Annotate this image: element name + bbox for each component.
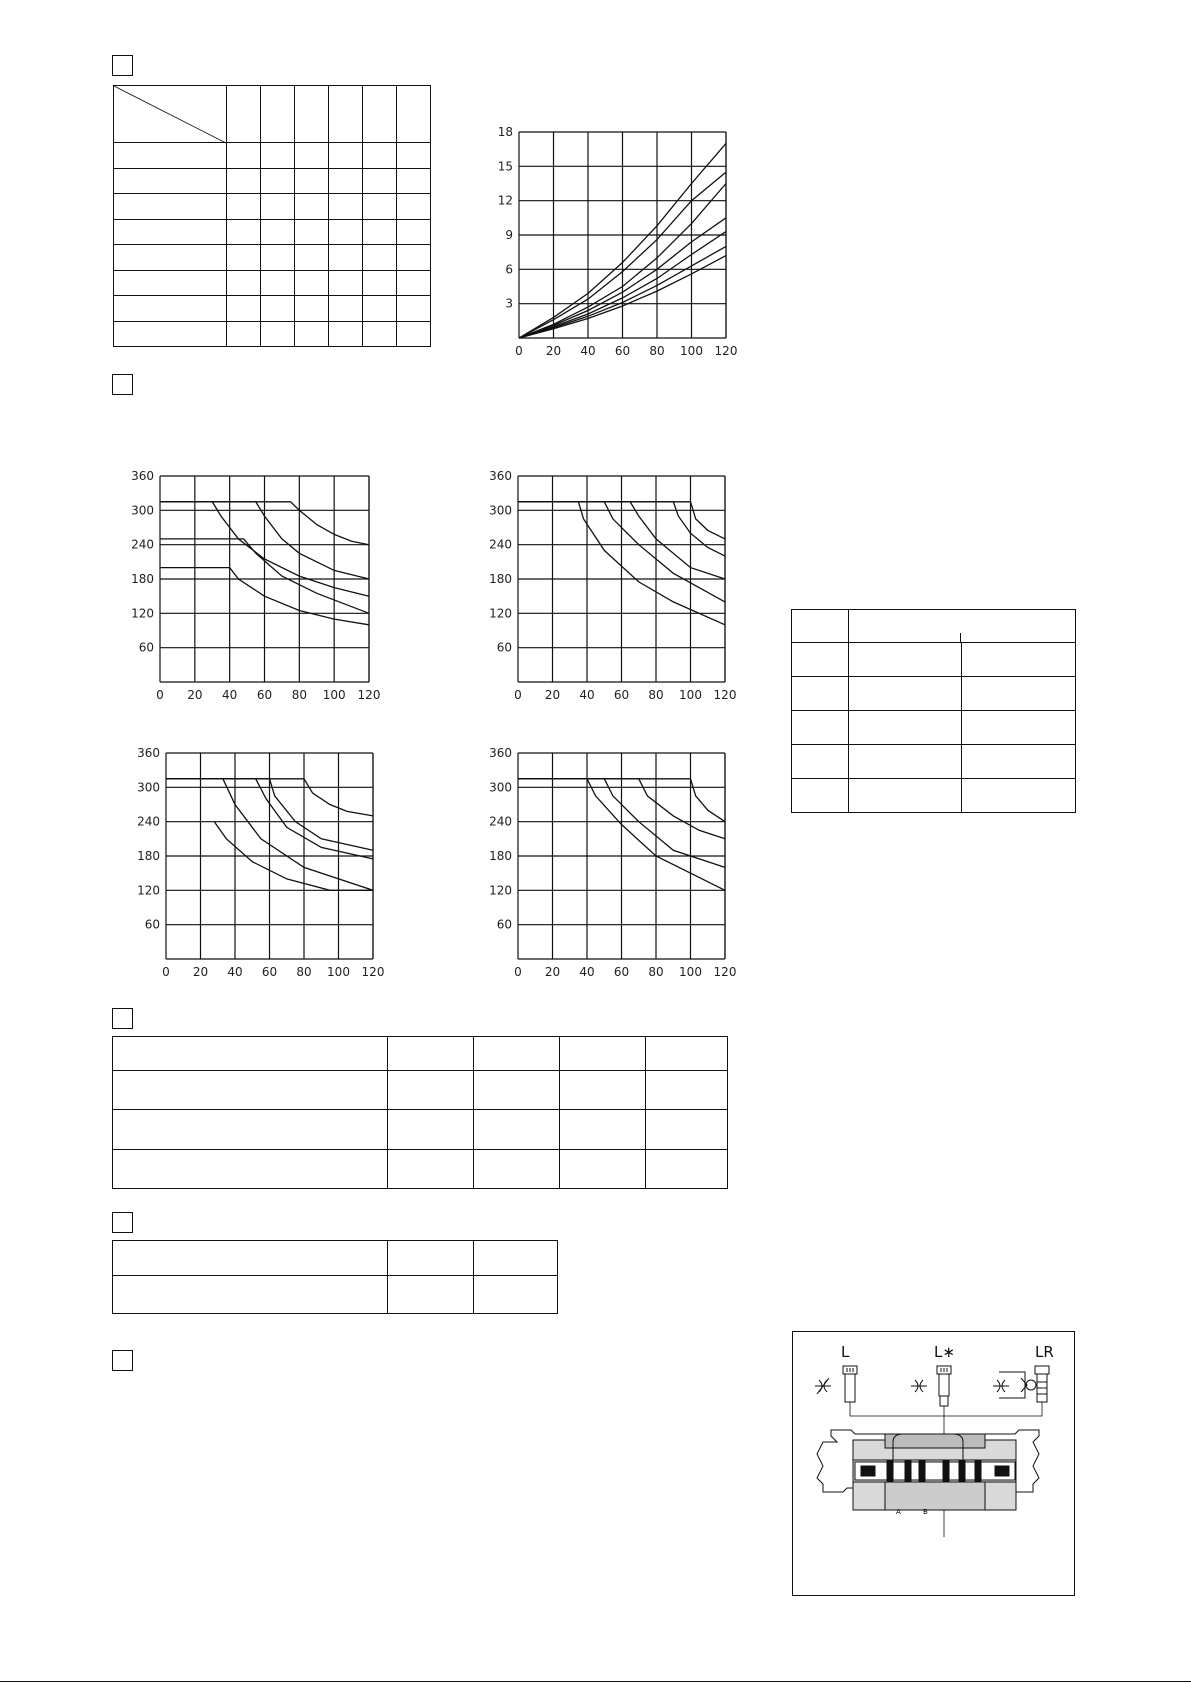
y-tick-label: 240: [489, 814, 512, 829]
x-tick-label: 100: [679, 688, 702, 702]
y-tick-label: 60: [144, 917, 160, 932]
x-tick-label: 0: [514, 965, 522, 979]
x-tick-label: 0: [162, 965, 170, 979]
x-tick-label: 80: [291, 688, 307, 702]
x-tick-label: 20: [192, 965, 209, 979]
x-tick-label: 60: [614, 344, 631, 358]
x-tick-label: 120: [714, 344, 738, 358]
table-row: [792, 677, 1076, 711]
y-tick-label: 6: [505, 262, 513, 277]
x-tick-label: 120: [361, 965, 385, 979]
x-tick-label: 60: [613, 688, 630, 702]
page-bottom-rule: [0, 1681, 1191, 1682]
y-tick-label: 9: [505, 228, 513, 242]
y-tick-label: 240: [131, 537, 154, 552]
y-tick-label: 60: [496, 640, 512, 655]
x-tick-label: 100: [680, 344, 703, 358]
y-tick-label: 180: [131, 572, 154, 586]
port-b-label: B: [923, 1508, 928, 1516]
throttle-symbol-fixed-icon: [911, 1380, 927, 1392]
y-tick-label: 15: [497, 159, 513, 174]
y-tick-label: 300: [137, 780, 160, 795]
x-tick-label: 60: [261, 965, 278, 979]
y-tick-label: 180: [489, 849, 512, 863]
x-tick-label: 100: [322, 688, 346, 702]
table-row: [792, 643, 1076, 677]
cartridge-l-icon: [843, 1366, 857, 1402]
x-tick-label: 80: [649, 344, 665, 358]
y-tick-label: 180: [489, 572, 512, 586]
y-tick-label: 120: [489, 606, 512, 621]
x-tick-label: 20: [187, 688, 203, 702]
valve-schematic-frame: [792, 1331, 1075, 1596]
table-row: [113, 1276, 558, 1314]
x-tick-label: 120: [713, 688, 737, 702]
y-tick-label: 240: [489, 537, 512, 552]
x-tick-label: 20: [545, 344, 562, 358]
x-tick-label: 80: [648, 965, 664, 979]
valve-section-icon: [817, 1430, 1039, 1510]
x-tick-label: 120: [357, 688, 381, 702]
y-tick-label: 360: [489, 469, 512, 483]
label-lr: LR: [1035, 1343, 1054, 1361]
label-l-star: L∗: [934, 1343, 955, 1361]
throttle-check-symbol-icon: [993, 1372, 1036, 1398]
table-right: [791, 609, 1076, 813]
y-tick-label: 300: [131, 503, 154, 518]
table-row: [113, 1149, 728, 1188]
x-tick-label: 0: [156, 688, 164, 702]
x-tick-label: 60: [613, 965, 630, 979]
y-tick-label: 120: [131, 606, 154, 621]
table-4: [112, 1240, 558, 1314]
x-tick-label: 100: [679, 965, 702, 979]
x-tick-label: 60: [256, 688, 273, 702]
y-tick-label: 120: [489, 883, 512, 898]
y-tick-label: 360: [131, 469, 154, 483]
table-row: [792, 779, 1076, 813]
x-tick-label: 20: [544, 965, 561, 979]
table-3: [112, 1036, 728, 1189]
table-row: [113, 1110, 728, 1149]
x-tick-label: 0: [514, 688, 522, 702]
y-tick-label: 60: [138, 640, 154, 655]
cartridge-lr-icon: [1035, 1366, 1049, 1402]
table-row: [792, 745, 1076, 779]
y-tick-label: 300: [489, 503, 512, 518]
x-tick-label: 40: [580, 344, 596, 358]
chart-grid: [518, 753, 725, 959]
x-tick-label: 120: [713, 965, 737, 979]
y-tick-label: 3: [505, 296, 513, 311]
cartridge-l-star-icon: [937, 1366, 951, 1406]
port-a-label: A: [896, 1508, 901, 1516]
y-tick-label: 12: [497, 193, 513, 208]
x-tick-label: 0: [515, 344, 523, 358]
y-tick-label: 18: [497, 125, 513, 139]
label-l: L: [841, 1343, 850, 1361]
y-tick-label: 60: [496, 917, 512, 932]
x-tick-label: 100: [327, 965, 350, 979]
throttle-symbol-icon: [815, 1378, 831, 1394]
valve-schematic-drawing: [793, 1332, 1076, 1597]
y-tick-label: 300: [489, 780, 512, 795]
x-tick-label: 20: [544, 688, 561, 702]
x-tick-label: 40: [579, 688, 595, 702]
x-tick-label: 40: [579, 965, 595, 979]
y-tick-label: 120: [137, 883, 160, 898]
x-tick-label: 80: [296, 965, 312, 979]
y-tick-label: 240: [137, 814, 160, 829]
table-row: [792, 711, 1076, 745]
table-row: [113, 1071, 728, 1110]
y-tick-label: 360: [137, 746, 160, 760]
y-tick-label: 180: [137, 849, 160, 863]
y-tick-label: 360: [489, 746, 512, 760]
x-tick-label: 40: [222, 688, 238, 702]
x-tick-label: 80: [648, 688, 664, 702]
x-tick-label: 40: [227, 965, 243, 979]
